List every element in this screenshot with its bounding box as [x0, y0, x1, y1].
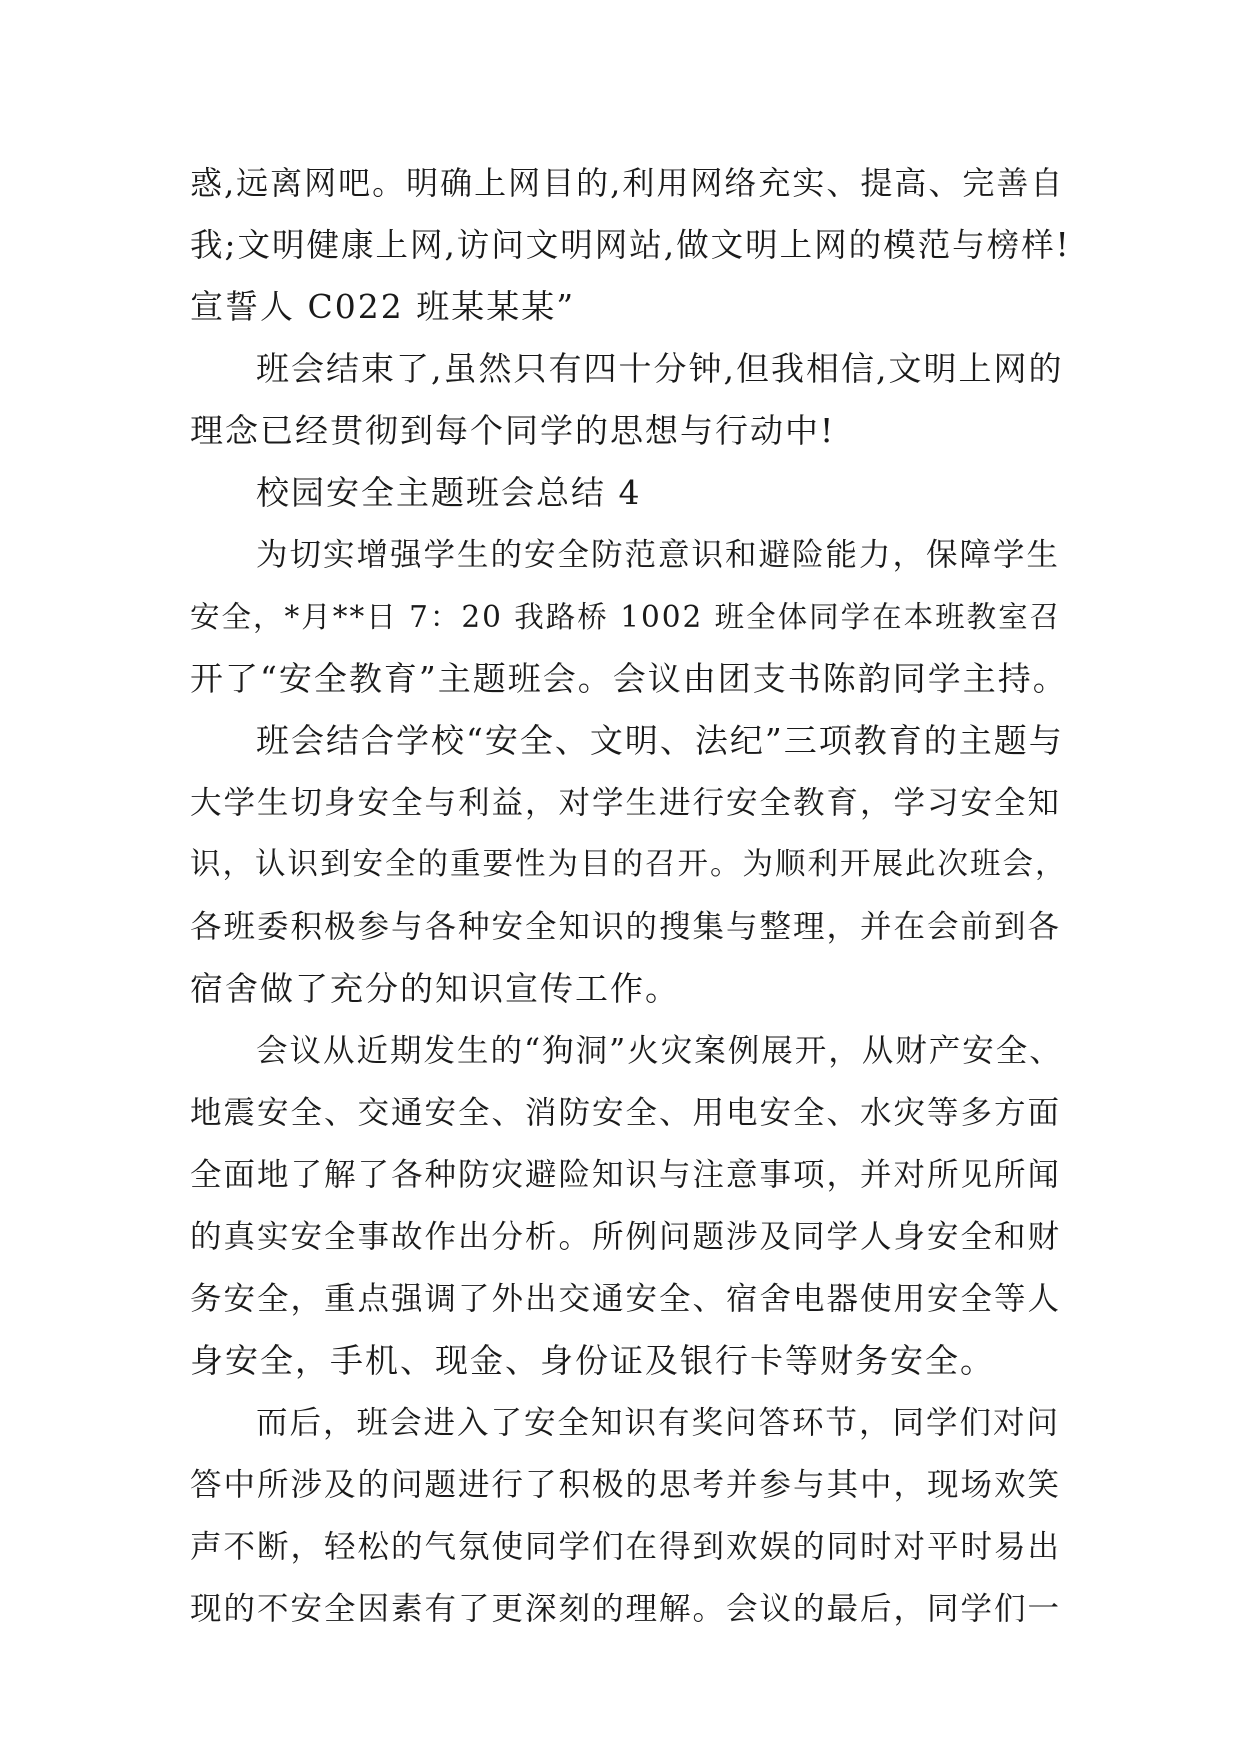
- text-line: 理念已经贯彻到每个同学的思想与行动中!: [190, 411, 836, 450]
- text-line: 的真实安全事故作出分析。所例问题涉及同学人身安全和财: [190, 1219, 1062, 1255]
- paragraph-first-line: 班会结合学校“安全、文明、法纪”三项教育的主题与: [256, 721, 1064, 760]
- paragraph-first-line: 为切实增强学生的安全防范意识和避险能力，保障学生: [256, 537, 1061, 573]
- text-line: 身安全，手机、现金、身份证及银行卡等财务安全。: [190, 1341, 995, 1380]
- text-line: 声不断，轻松的气氛使同学们在得到欢娱的同时对平时易出: [190, 1529, 1062, 1565]
- text-line: 大学生切身安全与利益，对学生进行安全教育，学习安全知: [190, 785, 1062, 821]
- text-line: 各班委积极参与各种安全知识的搜集与整理，并在会前到各: [190, 909, 1062, 945]
- text-line: 答中所涉及的问题进行了积极的思考并参与其中，现场欢笑: [190, 1467, 1062, 1503]
- text-line: 识，认识到安全的重要性为目的召开。为顺利开展此次班会，: [190, 847, 1068, 882]
- text-line: 地震安全、交通安全、消防安全、用电安全、水灾等多方面: [190, 1095, 1062, 1131]
- section-heading: 校园安全主题班会总结 4: [256, 473, 642, 512]
- text-line: 惑,远离网吧。明确上网目的,利用网络充实、提高、完善自: [190, 164, 1065, 202]
- text-line: 全面地了解了各种防灾避险知识与注意事项，并对所见所闻: [190, 1157, 1062, 1193]
- text-line: 现的不安全因素有了更深刻的理解。会议的最后，同学们一: [190, 1591, 1062, 1627]
- paragraph-first-line: 而后，班会进入了安全知识有奖问答环节，同学们对问: [256, 1405, 1061, 1441]
- text-line: 宣誓人 C022 班某某某”: [190, 287, 576, 326]
- paragraph-first-line: 班会结束了,虽然只有四十分钟,但我相信,文明上网的: [256, 349, 1064, 388]
- text-line: 宿舍做了充分的知识宣传工作。: [190, 969, 680, 1008]
- text-line: 务安全，重点强调了外出交通安全、宿舍电器使用安全等人: [190, 1281, 1062, 1317]
- text-line: 我;文明健康上网,访问文明网站,做文明上网的模范与榜样!: [190, 226, 1071, 264]
- text-line: 安全，*月**日 7：20 我路桥 1002 班全体同学在本班教室召: [190, 600, 1062, 634]
- document-body: [190, 152, 1070, 1640]
- paragraph-first-line: 会议从近期发生的“狗洞”火灾案例展开，从财产安全、: [256, 1033, 1063, 1069]
- text-line: 开了“安全教育”主题班会。会议由团支书陈韵同学主持。: [190, 659, 1068, 698]
